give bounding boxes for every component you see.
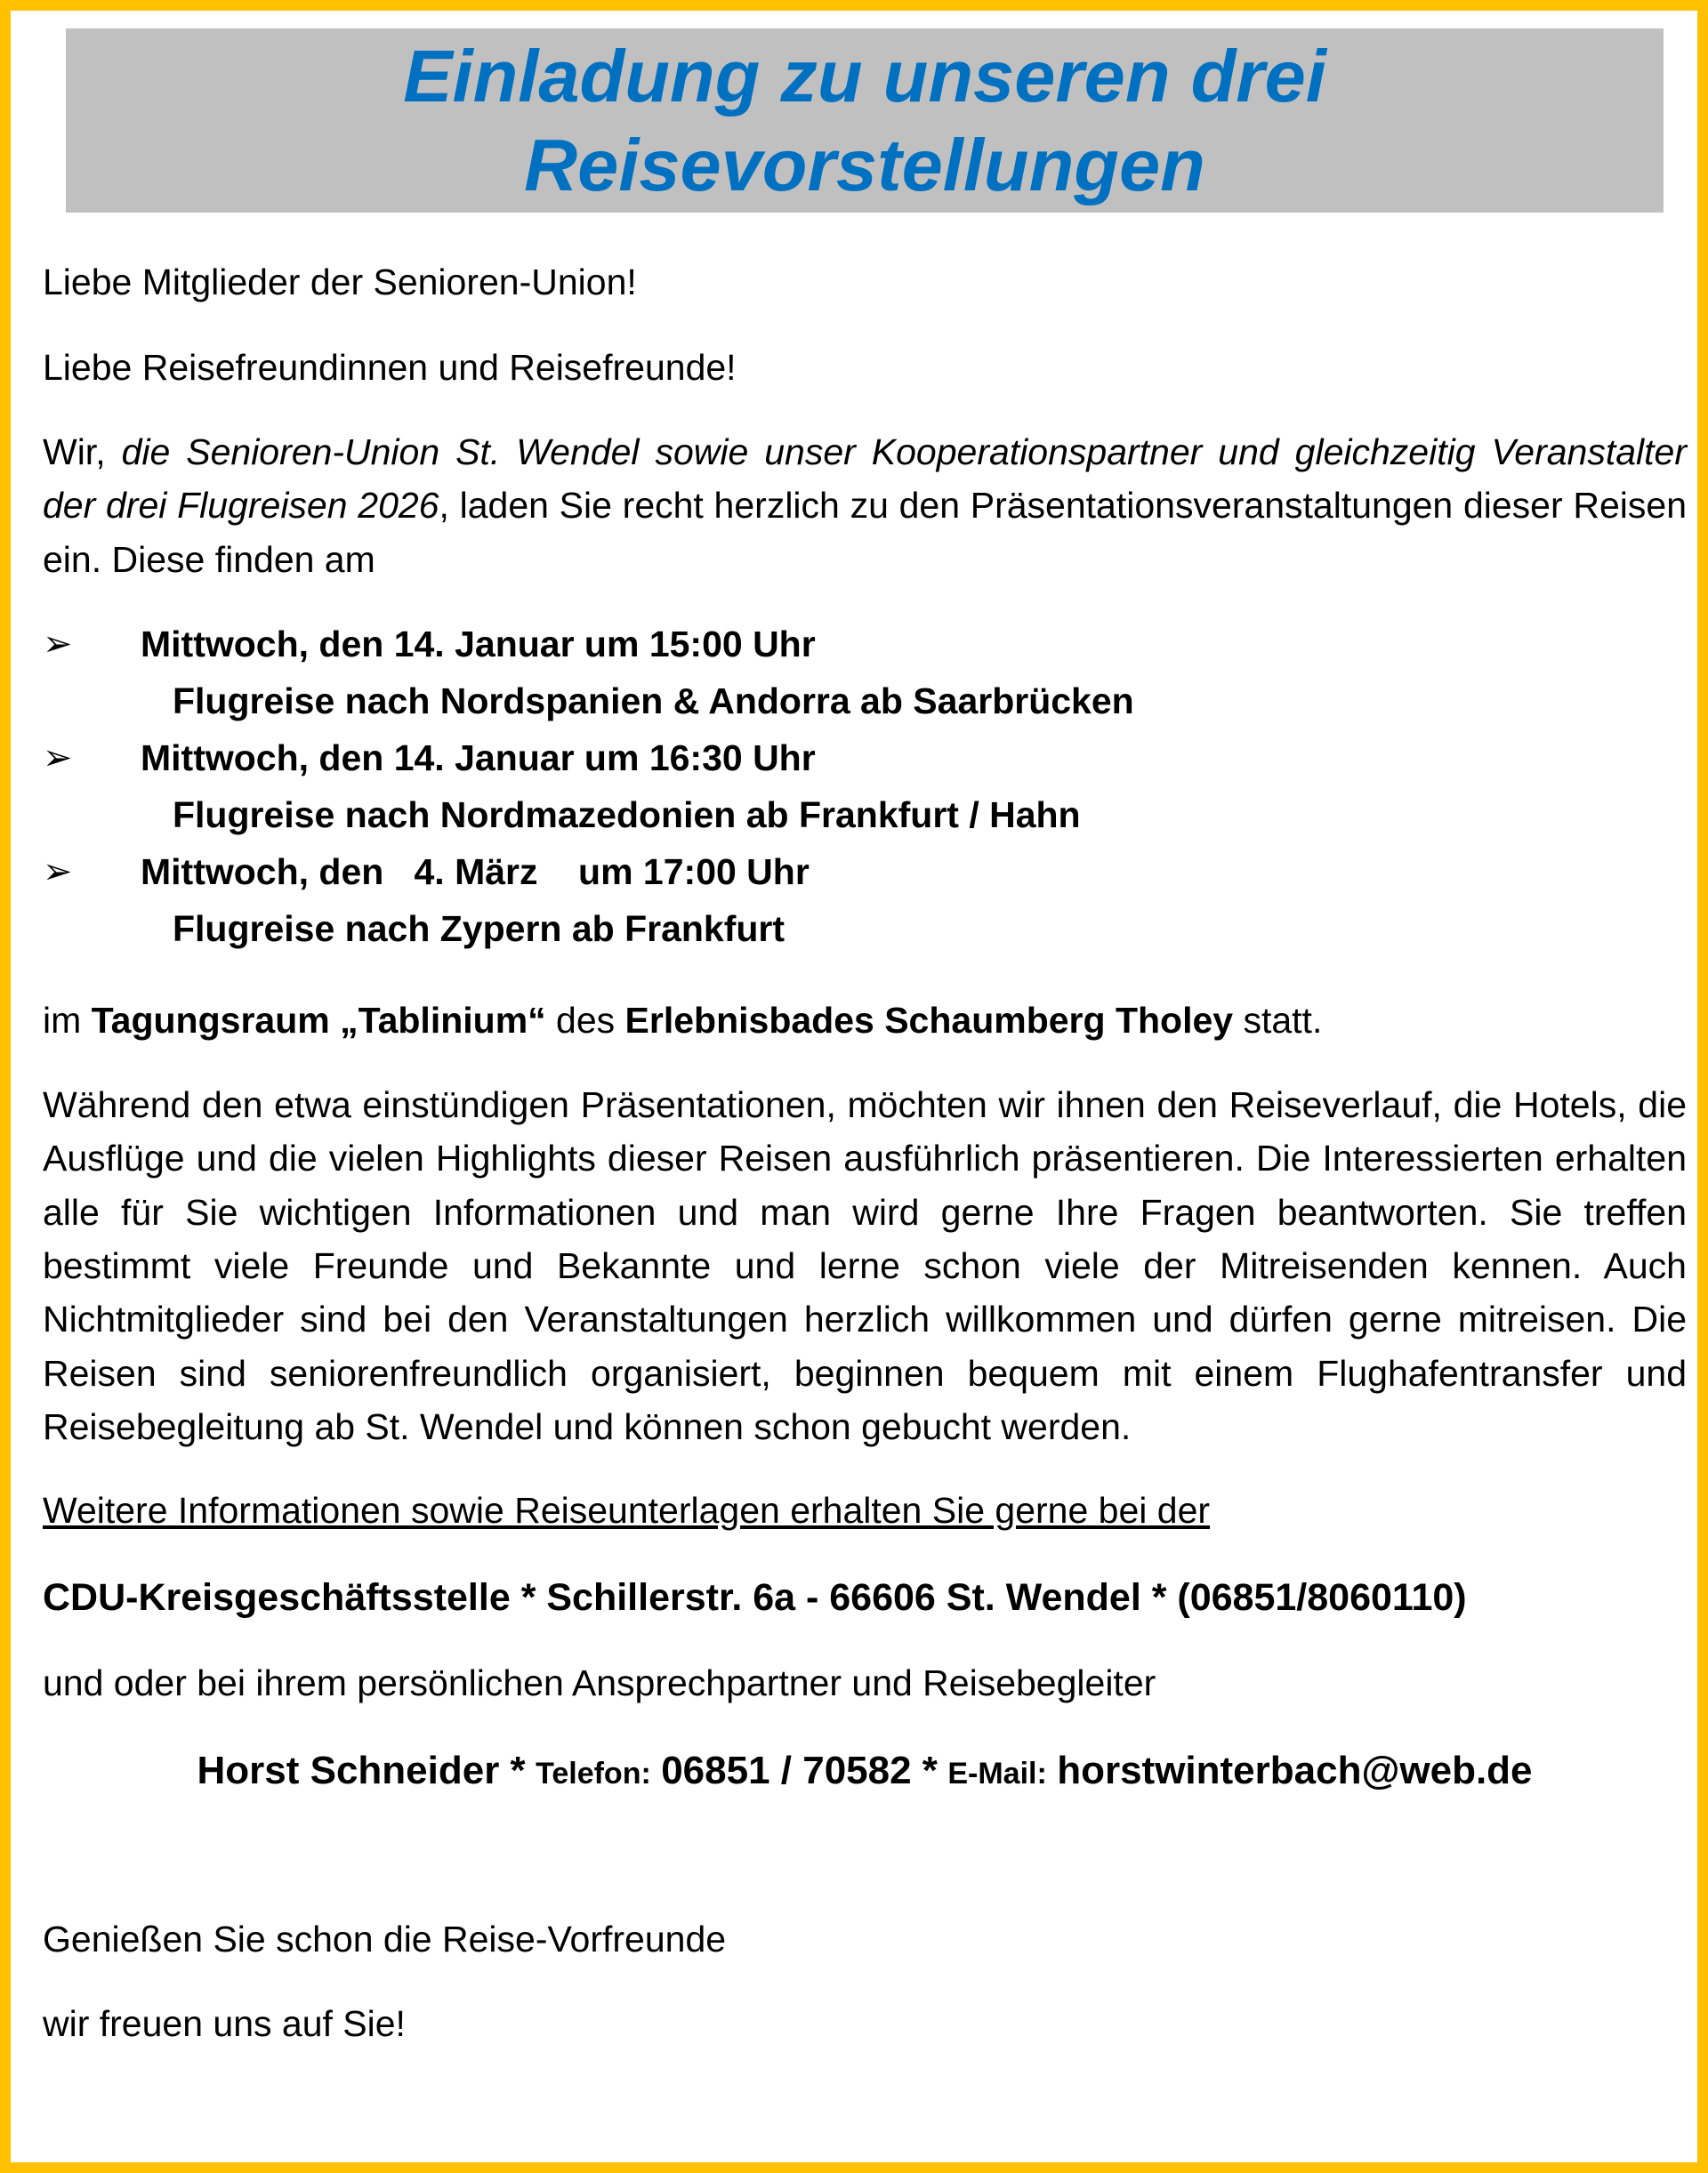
event-date: Mittwoch, den 14. Januar um 15:00 Uhr <box>141 623 816 664</box>
arrow-bullet-icon: ➢ <box>43 851 73 891</box>
intro-italic: die Senioren-Union St. Wendel sowie unser Kooperationspartner und gleichzeitig Veranstalter der drei Flugreisen 2026 <box>43 431 1687 527</box>
event-trip: Flugreise nach Nordspanien & Andorra ab Saarbrücken <box>173 680 1134 721</box>
phone-label: Telefon: <box>536 1756 651 1791</box>
intro-prefix: Wir, <box>43 431 122 473</box>
location-pre: im <box>43 999 92 1041</box>
closing-line-1: Genießen Sie schon die Reise-Vorfreunde <box>43 1918 727 1960</box>
location-paragraph <box>43 994 1687 1049</box>
contact-intro: und oder bei ihrem persönlichen Ansprechpartner und Reisebegleiter <box>43 1662 1156 1704</box>
event-list <box>43 616 1687 958</box>
event-date: Mittwoch, den 4. März um 17:00 Uhr <box>141 850 810 892</box>
office-address: CDU-Kreisgeschäftsstelle * Schillerstr. 6a - 66606 St. Wendel * (06851/8060110) <box>43 1575 1467 1619</box>
location-post: statt. <box>1233 999 1323 1041</box>
arrow-bullet-icon: ➢ <box>43 737 73 777</box>
intro-suffix: , laden Sie recht herzlich zu den Präsentationsveranstaltungen dieser Reisen ein. Diese finden am <box>43 485 1687 580</box>
location-venue: Erlebnisbades Schaumberg Tholey <box>624 999 1234 1041</box>
event-item <box>43 730 1687 787</box>
location-mid: des <box>545 999 625 1041</box>
intro-paragraph <box>43 425 1687 586</box>
title-block <box>43 28 1687 213</box>
contact-line <box>43 1742 1687 1800</box>
info-heading: Weitere Informationen sowie Reiseunterlagen erhalten Sie gerne bei der <box>43 1490 1211 1532</box>
closing-line-2: wir freuen uns auf Sie! <box>43 2003 406 2045</box>
contact-name: Horst Schneider * <box>197 1748 526 1792</box>
event-trip: Flugreise nach Nordmazedonien ab Frankfurt / Hahn <box>173 793 1081 835</box>
phone-number: 06851 / 70582 * <box>661 1748 938 1792</box>
event-date: Mittwoch, den 14. Januar um 16:30 Uhr <box>141 736 816 778</box>
email-label: E-Mail: <box>947 1756 1047 1791</box>
event-item <box>43 844 1687 901</box>
event-item <box>43 616 1687 673</box>
greeting-members: Liebe Mitglieder der Senioren-Union! <box>43 262 637 303</box>
spacer <box>43 1831 1687 1912</box>
location-room: Tagungsraum „Tablinium“ <box>91 999 546 1041</box>
body-paragraph: Während den etwa einstündigen Präsentationen, möchten wir ihnen den Reiseverlauf, die Hotels, die Ausflüge und die vielen Highlights dieser Reisen ausführlich präsentieren. Die Interessierten erhalten alle für Sie wichtigen Informationen und man wird gerne Ihre Fragen beantworten. Sie treffen bestimmt viele Freunde und Bekannte und lerne schon viele der Mitreisenden kennen. Auch Nichtmitglieder sind bei den Veranstaltungen herzlich willkommen und dürfen gerne mitreisen. Die Reisen sind seniorenfreundlich organisiert, beginnen bequem mit einem Flughafentransfer und Reisebegleitung ab St. Wendel und können schon gebucht werden. <box>43 1084 1687 1447</box>
event-trip: Flugreise nach Zypern ab Frankfurt <box>173 907 786 949</box>
arrow-bullet-icon: ➢ <box>43 624 73 664</box>
greeting-travelers: Liebe Reisefreundinnen und Reisefreunde! <box>43 346 737 388</box>
email-address[interactable]: horstwinterbach@web.de <box>1057 1748 1533 1792</box>
document-content <box>43 28 1687 2082</box>
page-title: Einladung zu unseren drei Reisevorstellungen <box>66 28 1664 213</box>
